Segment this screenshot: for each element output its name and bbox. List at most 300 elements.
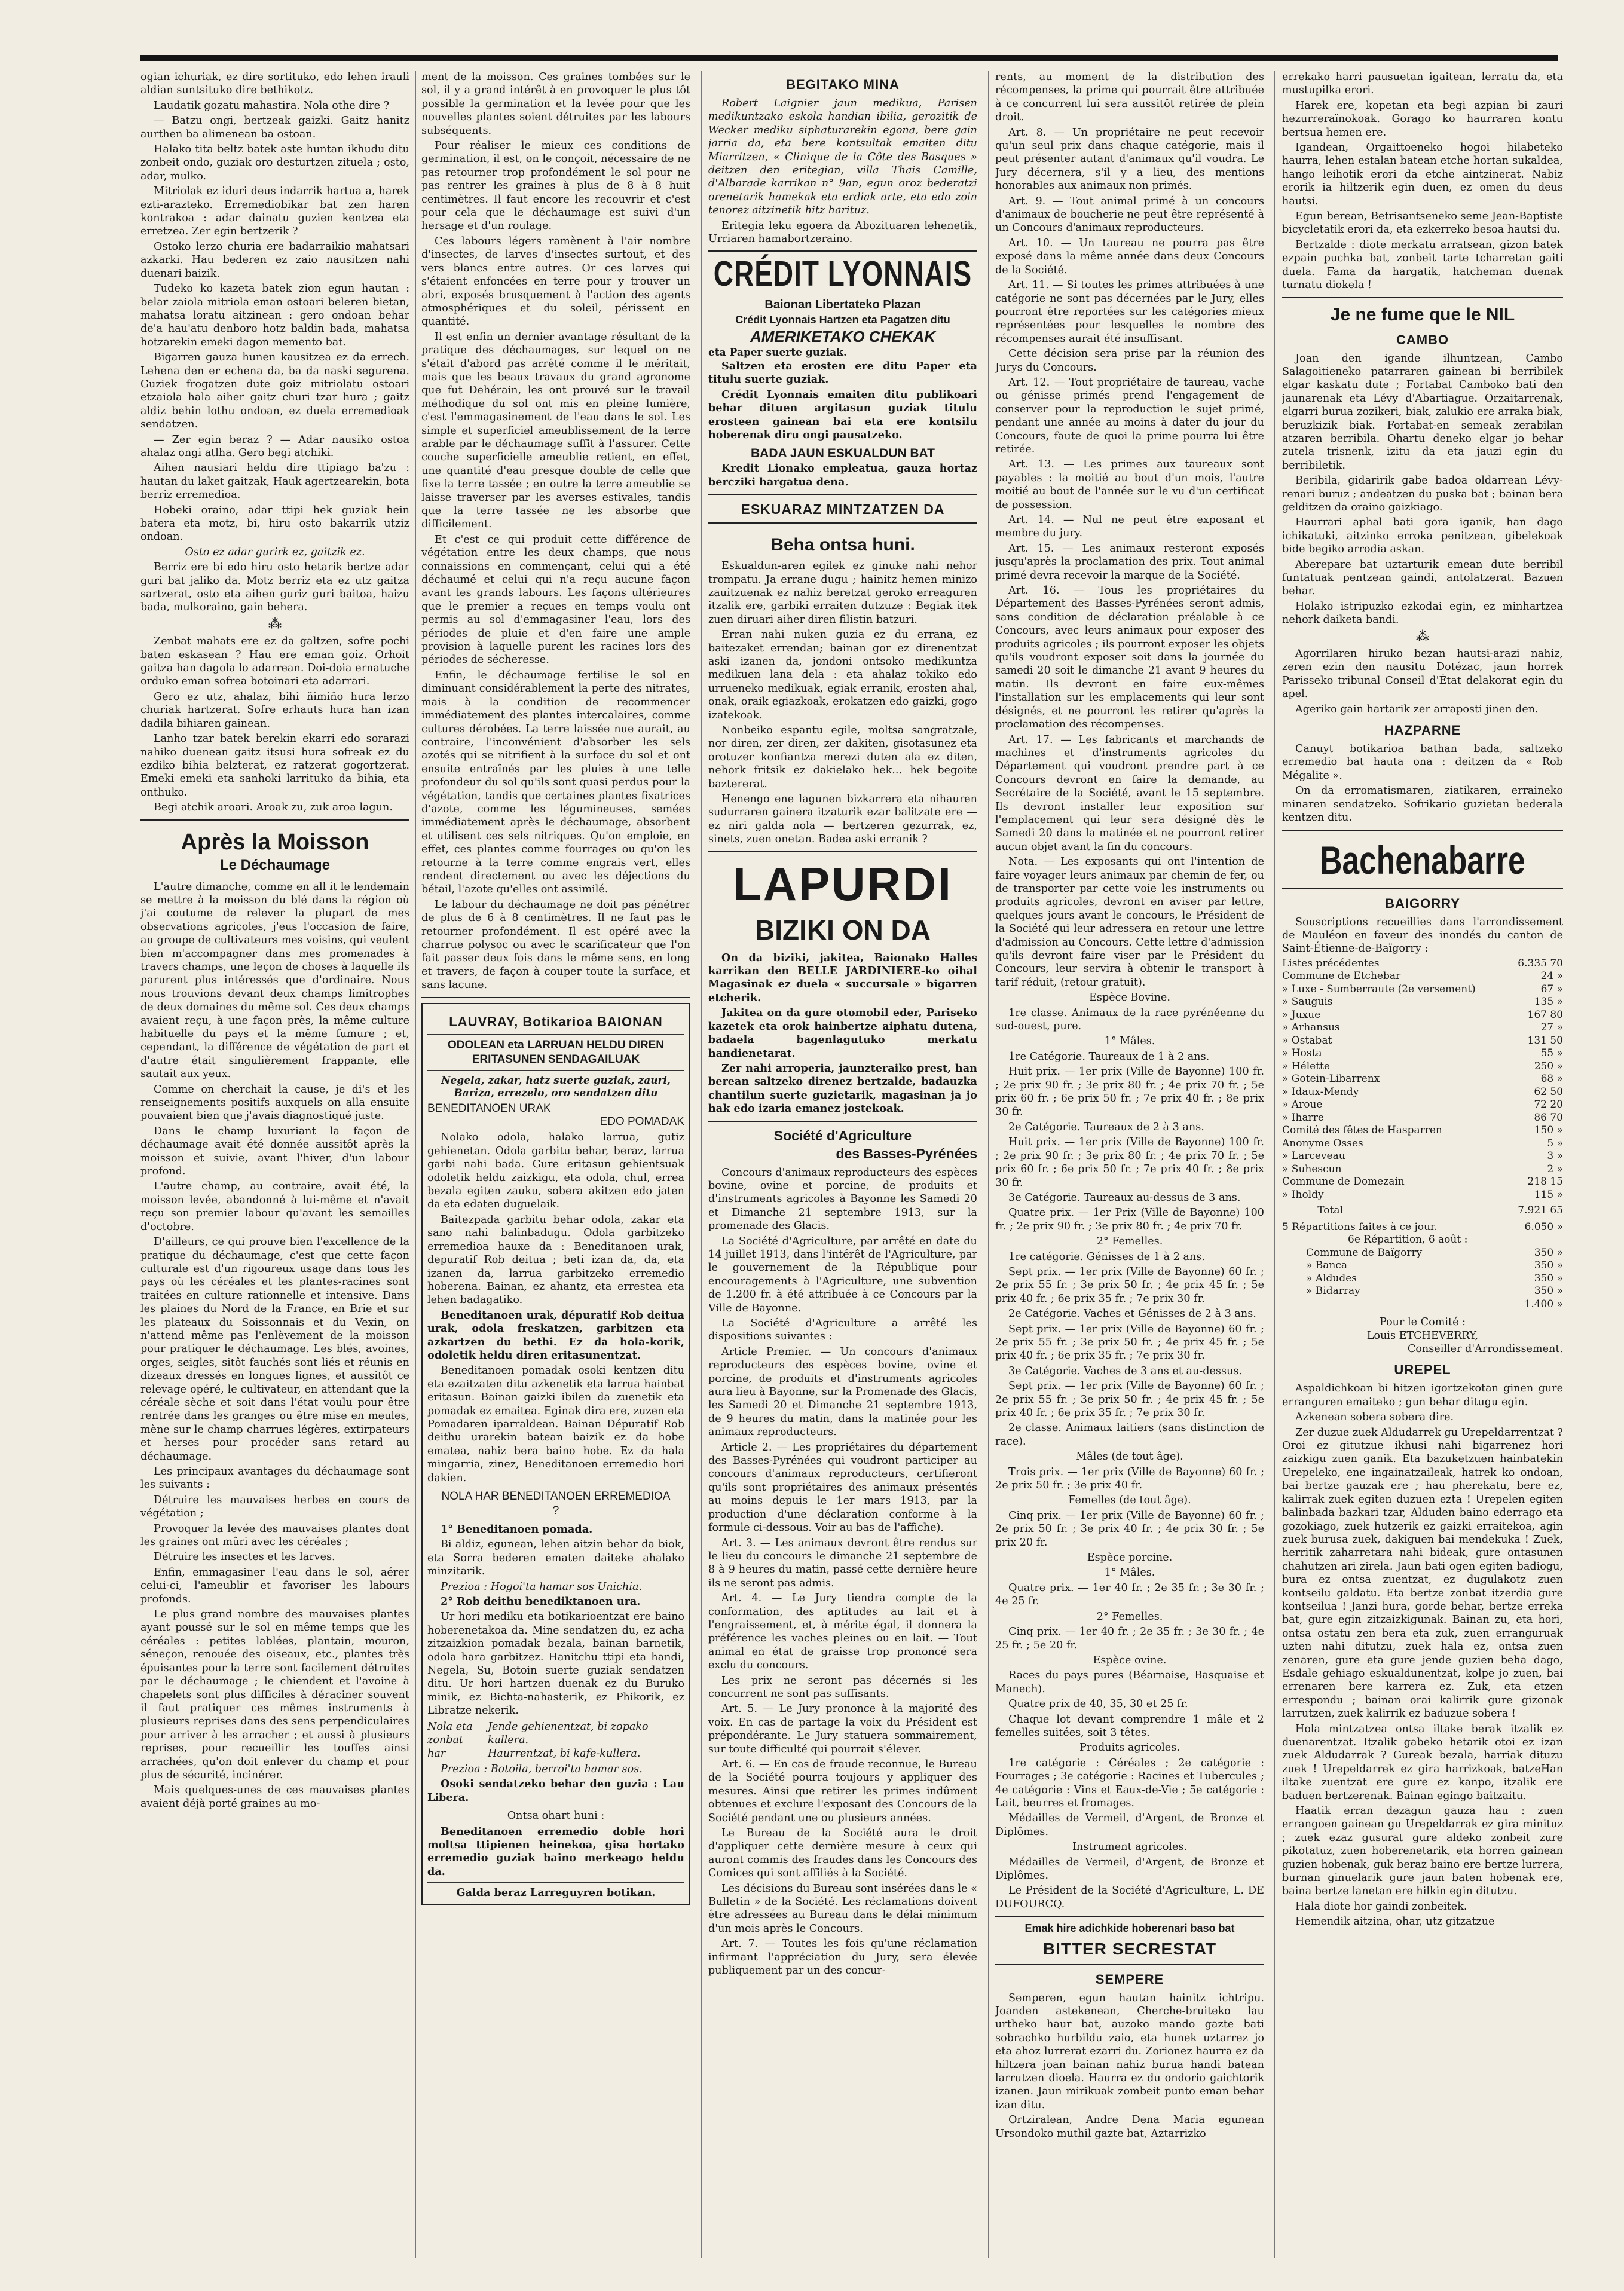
table-row xyxy=(1282,1073,1563,1086)
table-row xyxy=(1282,1047,1563,1060)
advert-line: BADA JAUN ESKUALDUN BAT xyxy=(751,446,935,461)
paragraph: Kredit Lionako empleatua, gauza hortaz bercziki hargatua dena. xyxy=(708,462,977,488)
paragraph: Gero ez utz, ahalaz, bihi ñimiño hura lerzo churiak hartzerat. Sofre erhauts hura han izan dadila bihiaren gainean. xyxy=(140,690,409,730)
column-2 xyxy=(421,71,690,2258)
table-row xyxy=(1282,1060,1563,1073)
paragraph: Mitriolak ez iduri deus indarrik hartua a, harek ezti-arazteko. Erremediobikar bat zen haren kontrakoa : adar dainatu guzien kentzea eta erretzea. Zer egin bertzerik ? xyxy=(140,185,409,238)
prize-line: 2° Femelles. xyxy=(1096,1610,1163,1623)
paragraph: Lanho tzar batek berekin ekarri edo sorarazi nahiko duenean gaitz itsusi hura sofreak ez du ezdiko bihia belzterat, ez ratzerat gogortzerat. Emeki emeki eta sanhoki larrituko da bihia, eta onthuko. xyxy=(140,733,409,799)
prize-line: Sept prix. — 1er prix (Ville de Bayonne) 60 fr. ; 2e prix 55 fr. ; 3e prix 50 fr. ; 4e prix 45 fr. ; 5e prix 40 fr. ; 6e prix 35 fr. ; 7e prix 30 fr. xyxy=(995,1265,1264,1305)
paragraph: Bertzalde : diote merkatu arratsean, gizon batek ezpain puchka bat, zonbeit tarte tcharretan gaiti duela. Fama da hargatik, hatcheman duenak turnatu diokela ! xyxy=(1282,238,1563,292)
section-rule xyxy=(995,1916,1264,1917)
row-amount: 67 » xyxy=(1540,983,1563,995)
paragraph: Aspaldichkoan bi hitzen igortzekotan ginen gure erranguren emaiteko ; gun behar ditugu egin. xyxy=(1282,1382,1563,1408)
row-amount: 55 » xyxy=(1540,1047,1563,1060)
repartition-table xyxy=(1282,1221,1563,1247)
paragraph: Beneditanoen pomadak osoki kentzen ditu eta ezaitzaten ditu azkenetik eta larrua hainbat eritasun. Bainan gaizki ibilen da zuenetik eta pomadak ez emaitea. Eginak dira ere, zuzen eta Pomadaren iparraldean. Bainan Dépuratif Rob deithu urarekin batean baizik ez da hobe ematea, nahiz bera baino hobe. Ez da hala mingarria, zinez, Beneditanoen erremedio hori dakien. xyxy=(427,1365,684,1484)
paragraph: Joan den igande ilhuntzean, Cambo Salagoitieneko patarraren gainean bi berribilek elgar kaskatu dute ; Fortabat Camboko bati den jaunarenak eta Lévy d'Abartiague. Orzaitarrenak, elgarri burua zozikeri, biak, zalukio ere arraka biak, beruzkizik biak. Fortabat-en semeak zerabilan atzaren berribila. Ohartu deneko elgar jo behar zutela trisnenk, izitu da eta jauzi egin du berribiletik. xyxy=(1282,352,1563,472)
paragraph: Henengo ene lagunen bizkarrera eta nihauren sudurraren gainera itzaturik ezar balitzate ere — ez niri galda nola — bertzeren gezurrak, ez, sinets, zuen onetan. Badea aski erranik ? xyxy=(708,793,977,846)
prize-line: Produits agricoles. xyxy=(1079,1742,1180,1754)
row-label: Listes précédentes xyxy=(1282,957,1380,969)
paragraph: Souscriptions recueillies dans l'arrondissement de Mauléon en faveur des inondés du canton de Saint-Étienne-de-Baïgorry : xyxy=(1282,916,1563,955)
paragraph: On da erromatismaren, ziatikaren, erraineko minaren sendatzeko. Sofrikario guzietan bederala kentzen ditu. xyxy=(1282,785,1563,824)
table-row xyxy=(1282,1234,1563,1247)
row-amount: 86 70 xyxy=(1534,1111,1563,1124)
prize-line: Espèce Bovine. xyxy=(1089,992,1170,1004)
paragraph: Hala diote hor gaindi zonbeitek. xyxy=(1295,1900,1467,1913)
divider xyxy=(427,1882,684,1883)
advert-list: Negela, zakar, hatz suerte guziak, zauri, Bariza, errezelo, oro sendatzen ditu xyxy=(441,1074,671,1099)
paragraph: On da biziki, jakitea, Baionako Halles karrikan den BELLE JARDINIERE-ko oihal Magasinak ez duela « succursale » bigarren etcherik. xyxy=(708,951,977,1004)
row-label: » Bidarray xyxy=(1306,1285,1360,1298)
section-rule xyxy=(708,250,977,252)
paragraph: Article 2. — Les propriétaires du département des Basses-Pyrénées qui voudront participer au concours d'animaux reproducteurs, certifieront qu'ils sont propriétaires des animaux présentés au moins depuis le 1er mars 1913, par la production d'une déclaration conforme à la formule ci-dessous. Voir au bas de l'affiche). xyxy=(708,1441,977,1534)
paragraph: Osoki sendatzeko behar den guzia : Lau Libera. xyxy=(427,1778,684,1804)
paragraph: ment de la moisson. Ces graines tombées sur le sol, il y a grand intérêt à en provoquer le plus tôt possible la germination et la levée pour que les nouvelles plantes soient détruites par les labours subséquents. xyxy=(421,71,690,137)
article-title: BIZIKI ON DA xyxy=(755,914,931,946)
row-label: Commune de Baïgorry xyxy=(1306,1246,1423,1259)
section-title: HAZPARNE xyxy=(1384,723,1461,738)
row-amount: 350 » xyxy=(1534,1259,1563,1272)
paragraph: Igandean, Orgaittoeneko hogoi hilabeteko haurra, lehen estalan batean etche hortan sukaldea, hango leihotik erori da etche aintzinerat. Nabiz erorik ia hiltzerik egin duen, ez omen du deus hautsi. xyxy=(1282,142,1563,207)
paragraph: Zer duzue zuek Aldudarrek gu Urepeldarrentzat ? Oroi ez gitutzue ikhusi nahi bigarrenez hori zaizkigu zuen ganik. Eta bazuketzuen hainbatekin Urepeleko, ene ingainatzaileak, hatrek ko ondoan, bai bertze gauzak ere ; hau pherekatu, bere ez, kalirrak zuek egiten duzuen ezta ! Urepelen egiten balinbada bazkari tzar, Alduden baino ederrago eta gozokiago, zuek hutzerik ez gaizki erraitekoa, agin zuek burusa zuek, dakiguen bai mendekuka ! Zuek, herritik zaharretara nahi bideak, gure ontasunen chahutzen ari zirela. Jaun bati ogen egiten badiogu, bura ez ontsa zuentzat, ez dugulakotz zuen kontseilu galdatu. Eta bertze zonbat itzerdia gure kontseilua ! Janzi hura, gorde behar, bertze erreka bat, gure egin zitzaizkigunak. Bainan zu, eta hori, ontsa ostatu zen bera eta zuk, zuen erranguruak uzten nahi ditutzu, zuek hala ez, ontsa zuen zenaren, gure eta gure jende guzien beha dago, Esdale gehiago eskualdunentzat, kolpe jo zuen, bai errenaren bere karrera ez. Zuk, eta etzen errespondu ; bainan orai kalirrik gure gizonak larrutzen, zuek kalirrik ez baduzue sobera ! xyxy=(1282,1426,1563,1720)
prize-line: Trois prix. — 1er prix (Ville de Bayonne) 60 fr. ; 2e prix 50 fr. ; 3e prix 40 fr. xyxy=(995,1466,1264,1492)
dosage-line: Jende gehienentzat, bi zopako kullera. xyxy=(488,1720,649,1746)
paragraph: Berriz ere bi edo hiru osto hetarik bertze adar guri bat jaliko da. Motz berriz eta ez utz gaitza sartzerat, osto eta aihen guriz guri baitoa, haizu bada, mulkoraino, gain behera. xyxy=(140,561,409,614)
paragraph: Enfin, le déchaumage fertilise le sol en diminuant considérablement la perte des nitrates, mais à la condition de recommencer immédiatement des plantes intercalaires, comme cultures dérobées. La terre laissée nue aurait, au contraire, l'inconvénient d'absorber les sels azotés qui se nitrifient à la surface du sol et ont ensuite entraînés par les pluies à une telle profondeur du sol qu'ils sont quasi perdus pour la végétation, tandis que certaines plantes fixatrices d'azote, comme les légumineuses, semées immédiatement après le déchaumage, absorbent et utilisent ces sels nitriques. Qu'on emploie, en effet, ces plantes comme fourrages ou qu'on les retourne à la terre comme engrais vert, elles rendent directement ou avec les déjections du bétail, l'azote qu'elles ont assimilé. xyxy=(421,669,690,896)
paragraph: Les prix ne seront pas décernés si les concurrent ne sont pas suffisants. xyxy=(708,1674,977,1700)
column-divider xyxy=(701,71,702,2258)
row-label: » Sauguis xyxy=(1282,996,1333,1008)
table-row xyxy=(1282,1285,1563,1298)
row-amount: 6.335 70 xyxy=(1518,957,1563,969)
paragraph: Art. 12. — Tout propriétaire de taureau, vache ou génisse primés prend l'engagement de conserver pour la reproduction le sujet primé, pendant une année au moins à dater du jour du Concours, faute de quoi la prime pourra lui être retirée. xyxy=(995,376,1264,455)
row-amount: 115 » xyxy=(1534,1188,1563,1201)
advert-sub: Baionan Libertateko Plazan xyxy=(764,298,921,312)
advert-line: ESKUARAZ MINTZATZEN DA xyxy=(741,501,945,518)
section-title: BEGITAKO MINA xyxy=(786,77,900,92)
paragraph: Hobeki oraino, adar ttipi hek guziak hein batera eta motz, bi, hiru osto bakarrik utziz ondoan. xyxy=(140,504,409,543)
prize-line: 1° Mâles. xyxy=(1104,1567,1155,1579)
repartition-lead: 5 Répartitions faites à ce jour. xyxy=(1282,1221,1438,1233)
paragraph: La Société d'Agriculture, par arrêté en date du 14 juillet 1913, dans l'intérêt de l'Agriculture, par le gouvernement de la République pour encouragements à l'Agriculture, une subvention de 1.200 fr. à été attribuée à ce Concours par la Ville de Bayonne. xyxy=(708,1235,977,1314)
paragraph: D'ailleurs, ce qui prouve bien l'excellence de la pratique du déchaumage, c'est que cette façon culturale est d'un rigoureux usage dans tous les pays où les céréales et les plantes-racines sont traitées en culture rationnelle et intensive. Dans les plaines du Nord de la France, en Brie et sur les plateaux du Soissonnais et du Vexin, on n'attend même pas l'enlèvement de la moisson pour pratiquer le déchaumage. Les blés, avoines, orges, seigles, sitôt fauchés sont liés et réunis en dizeaux dressés en longues lignes, et aussitôt ce relevage opéré, le cultivateur, en attendant que la céréale sèche et soit dans l'état voulu pour être rentrée dans les granges ou être mise en meules, mène sur le champ charrues légères, extirpateurs et herses pour procéder sans retard au déchaumage. xyxy=(140,1236,409,1463)
row-label: » Aroue xyxy=(1282,1099,1323,1111)
section-title: UREPEL xyxy=(1394,1362,1451,1378)
advert-lead: ODOLEAN eta LARRUAN HELDU DIREN ERITASUNEN SENDAGAILUAK xyxy=(447,1038,665,1066)
row-label: » Aldudes xyxy=(1306,1272,1357,1284)
prize-line: Quatre prix de 40, 35, 30 et 25 fr. xyxy=(1008,1698,1188,1711)
prize-line: 3e Catégorie. Taureaux au-dessus de 3 ans. xyxy=(1008,1191,1241,1204)
row-amount: 3 » xyxy=(1547,1150,1563,1163)
prize-line: 2e Catégorie. Vaches et Génisses de 2 à 3 ans. xyxy=(1008,1308,1256,1320)
prize-line: Quatre prix. — 1er 40 fr. ; 2e 35 fr. ; 3e 30 fr. ; 4e 25 fr. xyxy=(995,1582,1264,1608)
paragraph: Mais quelques-unes de ces mauvaises plantes avaient déjà porté graines au mo- xyxy=(140,1784,409,1810)
signer-role: Conseiller d'Arrondissement. xyxy=(1407,1343,1563,1356)
table-row xyxy=(1282,1221,1563,1234)
paragraph: L'autre champ, au contraire, avait été, la moisson levée, abandonné à lui-même et n'avait reçu son premier labour qu'avant les semailles d'octobre. xyxy=(140,1180,409,1233)
table-row xyxy=(1282,1086,1563,1099)
paragraph: Prezioa : Botoila, berroi'ta hamar sos. xyxy=(441,1763,643,1775)
paragraph: Ces labours légers ramènent à l'air nombre d'insectes, de larves d'insectes surtout, et des vers blancs entre autres. Or ces larves qui s'étaient enfoncées en terre pour y trouver un abri, exposés brusquement à l'action des agents atmosphériques et du soleil, périssent en quantité. xyxy=(421,235,690,328)
paragraph: Art. 14. — Nul ne peut être exposant et membre du jury. xyxy=(995,514,1264,540)
prize-line: Chaque lot devant comprendre 1 mâle et 2 femelles suitées, soit 3 têtes. xyxy=(995,1713,1264,1739)
section-rule xyxy=(708,522,977,524)
prize-line: 1° Mâles. xyxy=(1104,1035,1155,1048)
row-label: » Larceveau xyxy=(1282,1150,1345,1163)
advert-footer: Galda beraz Larreguyren botikan. xyxy=(456,1886,656,1900)
column-divider xyxy=(1274,71,1275,2258)
paragraph: Erran nahi nuken guzia ez du errana, ez baitezaket errendan; bainan gor ez direnentzat aski izanen da, jondoni ontsoko medikuntza medikuen lana dela : eta ahalaz tokiko edo urrueneko medikuak, egiak erranik, erosten ahal, onak, oraik egiazkoak, erokatzen edo gaizki, gogo izatekoak. xyxy=(708,629,977,721)
dosage-label xyxy=(427,1720,484,1760)
paragraph: Ortziralean, Andre Dena Maria egunean Ursondoko muthil gazte bat, Aztarrizko xyxy=(995,2114,1264,2140)
advert-title: BITTER SECRESTAT xyxy=(1042,1939,1217,1958)
paragraph: 2° Rob deithu benediktanoen ura. xyxy=(441,1595,641,1608)
paragraph: errekako harri pausuetan igaitean, lerratu da, eta mustupilka erori. xyxy=(1282,71,1563,97)
paragraph: Il est enfin un dernier avantage résultant de la pratique des déchaumages, sur lequel on ne s'était d'abord pas arrêté comme il le méritait, mais que les beaux travaux du grand agronome que fut Dehérain, les ont prouvé sur le travail méthodique du sol ont mis en pleine lumière, c'est l'emmagasinement de l'eau dans le sol. Les simple et superficiel ameublissement de la terre arable par le déchaumage suffit à l'assurer. Cette couche superficielle ameublie retient, en effet, une quantité d'eau presque double de celle que fixe la terre tassée ; en outre la terre ameublie se laisse traverser par les averses estivales, tandis que la terre tassée ne les absorbe que difficilement. xyxy=(421,331,690,531)
prize-line: Cinq prix. — 1er prix (Ville de Bayonne) 60 fr. ; 2e prix 50 fr. ; 3e prix 40 fr. ; 4e prix 30 fr. ; 5e prix 20 fr. xyxy=(995,1509,1264,1549)
paragraph: rents, au moment de la distribution des récompenses, la prime qui pourrait être attribuée à ce concurrent lui sera aussitôt retirée de plein droit. xyxy=(995,71,1264,124)
row-label: » Idaux-Mendy xyxy=(1282,1085,1359,1098)
paragraph: Crédit Lyonnais emaiten ditu publikoari behar dituen argitasun guziak titulu erosteen gainean bai eta ere kontsilu hoberenak diru ongi pausatzeko. xyxy=(708,388,977,441)
table-row xyxy=(1282,1273,1563,1286)
section-title: CAMBO xyxy=(1396,332,1449,347)
table-row xyxy=(1282,1163,1563,1176)
prize-line: Cinq prix. — 1er 40 fr. ; 2e 35 fr. ; 3e 30 fr. ; 4e 25 fr. ; 5e 20 fr. xyxy=(995,1626,1264,1651)
prize-line: 1re Catégorie. Taureaux de 1 à 2 ans. xyxy=(1008,1050,1210,1063)
prize-line: Sept prix. — 1er prix (Ville de Bayonne) 60 fr. ; 2e prix 55 fr. ; 3e prix 50 fr. ; 4e prix 45 fr. ; 5e prix 40 fr. ; 6e prix 35 fr. ; 7e prix 30 fr. xyxy=(995,1323,1264,1362)
paragraph: Jakitea on da gure otomobil eder, Pariseko kazetek eta orok hainbertze aiphatu dutena, badaela bagenlagutuko merkatu handienetarat. xyxy=(708,1007,977,1060)
dosage-block xyxy=(427,1720,684,1760)
prize-line: 2e Catégorie. Taureaux de 2 à 3 ans. xyxy=(1008,1121,1204,1133)
paragraph: Art. 5. — Le Jury prononce à la majorité des voix. En cas de partage la voix du Président est prépondérante. Le Jury statuera sommairement, sur toute difficulté qui pourrait s'élever. xyxy=(708,1703,977,1755)
paragraph: Concours d'animaux reproducteurs des espèces bovine, ovine et porcine, de produits et d'instruments agricoles à Bayonne les Samedi 20 et Dimanche 21 septembre 1913, sur la promenade des Glacis. xyxy=(708,1166,977,1232)
section-rule xyxy=(1282,297,1563,298)
prize-line: 1re classe. Animaux de la race pyrénéenne du sud-ouest, pure. xyxy=(995,1007,1264,1033)
paragraph: Et c'est ce qui produit cette différence de végétation entre les deux champs, que nous connaissions en commençant, celui qui a été déchaumé et celui qui n'a reçu aucune façon avant les grands labours. Les façons ultérieures que le premier a reçues en temps voulu ont permis au sol d'emmagasiner l'eau, lors des périodes de pluie et d'en faire une ample provision à laquelle purent les racines lors des périodes de sécheresse. xyxy=(421,533,690,666)
asterism-ornament: ⁂ xyxy=(268,616,282,632)
total-amount: 7.921 65 xyxy=(1378,1204,1563,1218)
advert-ohart-title: Ontsa ohart huni : xyxy=(507,1810,605,1822)
moisson-article xyxy=(140,829,409,1811)
paragraph: Saltzen eta erosten ere ditu Paper eta titulu suerte guziak. xyxy=(708,359,977,386)
paragraph: Halako tita beltz batek aste huntan ikhudu ditu zonbeit ondo, guziak oro desturtzen zituela ; osto, adar, mulko. xyxy=(140,143,409,182)
paragraph: Nota. — Les exposants qui ont l'intention de faire voyager leurs animaux par chemin de fer, ou de transporter par cette voie les instruments ou produits agricoles, devront en aviser par lettre, quelques jours avant le concours, le Président de la Société qui leur adressera en retour une lettre d'admission au Concours. Cette lettre d'admission qu'ils devront faire viser par le Président du Concours, leur servira à obtenir le transport à tarif réduit, (retour gratuit). xyxy=(995,856,1264,989)
divider xyxy=(427,1034,684,1035)
advert-title: Je ne fume que le NIL xyxy=(1330,304,1515,325)
section-rule xyxy=(1282,888,1563,889)
paragraph: Art. 8. — Un propriétaire ne peut recevoir qu'un seul prix dans chaque catégorie, mais il peut présenter autant d'animaux qu'il voudra. Le Jury décernera, s'il y a lieu, des mentions honorables aux animaux non primés. xyxy=(995,126,1264,192)
subscription-total xyxy=(1282,1204,1563,1218)
table-row xyxy=(1282,1099,1563,1112)
region-heading: Bachenabarre xyxy=(1320,837,1525,882)
paragraph: Ur hori mediku eta botikarioentzat ere baino hoberenetakoa da. Mine sendatzen du, ez acha zitzaizkion pomadak bezala, bainan barnetik, odola hara garbitzez. Hanitchu ttipi eta handi, Negela, Su, Botoin suerte guziak sendatzen ditu. Ur hori hartzen duenak ez du Buruko minik, ez Bichta-nahasterik, ez Phikorik, ez Libratze nekerik. xyxy=(427,1611,684,1717)
divider xyxy=(427,1070,684,1071)
table-row xyxy=(1282,1137,1563,1151)
paragraph: Robert Laignier jaun medikua, Parisen medikuntzako eskola handian ibilia, gerozitik de Wecker mediku siphaturarekin egona, bere gain jarria da, eta bere kontsultak emaiten ditu Miarritzen, « Clinique de la Côte des Basques » deitzen den eritegian, villa Thais Camille, d'Albarade karrikan n° 9an, egun oroz bederatzi orenetarik hamekak eta erdiak arte, eta edo zoin tenorez aitzinetik hitz harituz. xyxy=(708,97,977,217)
section-rule xyxy=(708,851,977,852)
paragraph: Art. 17. — Les fabricants et marchands de machines et d'instruments agricoles du Département qui voudront prendre part à ce Concours devront en faire la demande, au Secrétaire de la Société, avant le 15 septembre. Ils devront installer leur exposition sur l'emplacement qui leur sera désigné dès le Samedi 20 dans la matinée et ne pourront retirer aucun objet avant la fin du concours. xyxy=(995,733,1264,853)
paragraph: Détruire les insectes et les larves. xyxy=(154,1551,335,1564)
table-row xyxy=(1282,1189,1563,1202)
section-rule xyxy=(708,1121,977,1122)
column-divider xyxy=(415,71,416,2258)
advert-line: AMERIKETAKO CHEKAK xyxy=(750,328,936,346)
paragraph: Begi atchik aroari. Aroak zu, zuk aroa lagun. xyxy=(154,802,393,814)
repartition-total: 1.400 » xyxy=(1524,1298,1563,1310)
paragraph: Art. 13. — Les primes aux taureaux sont payables : la moitié au bout d'un mois, l'autre moitié au bout de l'année sur le vu d'un certificat de possession. xyxy=(995,458,1264,511)
paragraph: Osto ez adar gurirk ez, gaitzik ez. xyxy=(185,546,365,558)
row-label: Anonyme Osses xyxy=(1282,1137,1363,1149)
row-amount: 131 50 xyxy=(1527,1034,1563,1047)
prize-line: 3e Catégorie. Vaches de 3 ans et au-dessus. xyxy=(1008,1365,1242,1377)
prize-line: Mâles (de tout âge). xyxy=(1076,1451,1183,1463)
article-title: Beha ontsa huni. xyxy=(770,535,915,555)
paragraph: Prezioa : Hogoi'ta hamar sos Unichia. xyxy=(441,1580,643,1593)
paragraph: Bi aldiz, egunean, lehen aitzin behar da biok, eta Sorra bederen ematen daiteke ahalako minzitarik. xyxy=(427,1538,684,1578)
paragraph: Bigarren gauza hunen kausitzea ez da errech. Lehena den er echena da, ba da naski segurena. Guziek frogatzen dute goiz mitriolatu ostoari etzaiola hala aiher gaitz churi tzar hura ; gaitz aldiz behin lothu ondoan, ez duela erremedioak sendatzen. xyxy=(140,351,409,431)
paragraph: Enfin, emmagasiner l'eau dans le sol, aérer celui-ci, l'ameublir et favoriser les labours profonds. xyxy=(140,1566,409,1605)
paragraph: Art. 16. — Tous les propriétaires du Département des Basses-Pyrénées seront admis, sans condition de déclaration préalable à ce Concours, avec leurs animaux pour exposer des produits agricoles ; ils pourront exposer les objets qu'ils voudront exposer soit dans la journée du samedi 20 soit le dimanche 21 avant 9 heures du matin. Ils devront en faire eux-mêmes l'installation sur les emplacements qui leur sont désignés, et ne pourront les retirer qu'après la proclamation des récompenses. xyxy=(995,585,1264,731)
president-signature: Le Président de la Société d'Agriculture, L. DE DUFOURCQ. xyxy=(995,1885,1264,1910)
row-amount: 68 » xyxy=(1540,1073,1563,1085)
row-amount: 27 » xyxy=(1540,1021,1563,1034)
paragraph: Hola mintzatzea ontsa iltake berak itzalik ez duenarentzat. Itzalik gabeko hetarik otoi ez izan zuek Aldudarrak ? Gureak bezala, harriak dituzu zuek ! Urepeldarrek ez gira harrizkoak, batzeHan iltake zuentzat ere gure ez kanpo, itzalik ere baduen bertzerenak. Bainan egingo baitzaitu. xyxy=(1282,1723,1563,1802)
row-amount: 5 » xyxy=(1547,1137,1563,1149)
paragraph: Zenbat mahats ere ez da galtzen, sofre pochi baten eskasean ? Hau ere eman goiz. Orhoit gaitza han dagola lo adarrean. Doi-doia ernatuche orduko eman sofrea botoinari eta adarrari. xyxy=(140,635,409,688)
row-amount: 135 » xyxy=(1534,996,1563,1008)
paragraph: Dans le champ luxuriant la façon de déchaumage avait été donnée aussitôt après la moisson et suivie, avant l'hiver, d'un labour profond. xyxy=(140,1125,409,1178)
row-amount: 218 15 xyxy=(1527,1176,1563,1188)
paragraph: — Zer egin beraz ? — Adar nausiko ostoa ahalaz ongi atlha. Gero begi atchiki. xyxy=(140,433,409,459)
row-label: » Ostabat xyxy=(1282,1034,1332,1047)
paragraph: Haatik erran dezagun gauza hau : zuen errangoen gainean gu Urepeldarrak ez gira minituz ; zuek ezaz gusurat gure aldeko zonbeit zure pikotatuz, zuen hoberenetarik, eta horren gainean guzien hobenak, guk beraz baino ere bertze lurrera, burnan ginuelarik gure jaun baten hobenak ere, baina bertze lanetan ere hilkin egin ditutzu. xyxy=(1282,1805,1563,1898)
section-rule xyxy=(708,494,977,495)
prize-list xyxy=(995,991,1264,1882)
row-label: Commune de Domezain xyxy=(1282,1176,1405,1188)
paragraph: Art. 15. — Les animaux resteront exposés jusqu'après la proclamation des prix. Tout animal primé devra recevoir la marque de la Société. xyxy=(995,542,1264,582)
prize-line: 2° Femelles. xyxy=(1096,1235,1163,1248)
paragraph: Art. 6. — En cas de fraude reconnue, le Bureau de la Société pourra toujours y appliquer des mesures. Ainsi que retirer les primes indûment obtenues et exclure l'exposant des Concours de la Société pendant une ou plusieurs années. xyxy=(708,1758,977,1824)
paragraph: Art. 10. — Un taureau ne pourra pas être exposé dans la même année dans deux Concours de la Société. xyxy=(995,237,1264,276)
row-label: Commune de Etchebar xyxy=(1282,970,1401,983)
row-label: » Hosta xyxy=(1282,1047,1322,1060)
committee-label: Pour le Comité : xyxy=(1379,1316,1466,1329)
row-label: » Iharre xyxy=(1282,1111,1324,1124)
asterism-ornament: ⁂ xyxy=(1416,629,1429,644)
paragraph: Zer nahi arroperia, jaunzteraiko prest, han berean saltzeko direnez bertzalde, badauzka chantilun suerte guzietarik, magasinan ja jo hak edo izaria emanez jostekoak. xyxy=(708,1062,977,1115)
row-amount: 2 » xyxy=(1547,1163,1563,1175)
subscription-table xyxy=(1282,958,1563,1202)
prize-line: Sept prix. — 1er prix (Ville de Bayonne) 60 fr. ; 2e prix 55 fr. ; 3e prix 50 fr. ; 4e prix 45 fr. ; 5e prix 40 fr. ; 6e prix 35 fr. ; 7e prix 30 fr. xyxy=(995,1380,1264,1419)
row-amount: 72 20 xyxy=(1534,1099,1563,1111)
table-row xyxy=(1282,1298,1563,1311)
paragraph: L'autre dimanche, comme en all it le lendemain se mettre à la moisson du blé dans la région où j'ai coutume de relever la plupart de mes observations agricoles, j'eus l'occasion de faire, au groupe de cultivateurs mes voisins, qui veulent bien m'accompagner dans mes promenades à travers champs, une leçon de choses à laquelle ils parurent plus intéressés que d'ordinaire. Nous nous trouvions devant deux champs limitrophes de deux domaines du même sol. Ces deux champs avaient reçu, à une façon près, la même culture habituelle du pays et la même fumure ; et, cependant, la différence de végétation de part et d'autre était singulièrement frappante, elle sautait aux yeux. xyxy=(140,880,409,1081)
paragraph: Baitezpada garbitu behar odola, zakar eta sano nahi balinbadugu. Odola garbitzeko erremedioa hauxe da : Beneditanoen urak, depuratif Rob deitua ; beti izan da, da, eta izanen da, larrua garbitzeko erremedio hoberena. Bainan, ez ahantz, eta errestea eta lehen badagatiko. xyxy=(427,1213,684,1307)
advert-line: eta Paper suerte guziak. xyxy=(708,347,847,359)
prize-line: Espèce ovine. xyxy=(1093,1654,1167,1666)
article-title: Société d'Agriculture xyxy=(773,1127,912,1143)
table-row xyxy=(1282,1035,1563,1048)
paragraph: Art. 9. — Tout animal primé à un concours d'animaux de boucherie ne peut être représenté à un Concours d'animaux reproducteurs. xyxy=(995,195,1264,234)
paragraph: Les décisions du Bureau sont insérées dans le « Bulletin » de la Société. Les réclamations doivent être adressées au Bureau dans le délai minimum d'un mois après le Concours. xyxy=(708,1882,977,1935)
top-rule xyxy=(140,55,1558,61)
paragraph: Eritegia leku egoera da Abozituaren lehenetik, Urriaren hamabortzeraino. xyxy=(708,219,977,246)
dosage-label-line: Nola eta xyxy=(427,1720,473,1733)
advert-nola: NOLA HAR BENEDITANOEN ERREMEDIOA ? xyxy=(441,1490,671,1517)
repartition-amount: 6.050 » xyxy=(1524,1221,1563,1233)
table-row xyxy=(1282,970,1563,983)
table-row xyxy=(1282,1247,1563,1260)
row-amount: 24 » xyxy=(1540,970,1563,983)
paragraph: Semperen, egun hautan hainitz ichtripu. Joanden astekenean, Cherche-bruiteko lau urtheko haur bat, auzoko mando gazte bati sobrachko hurbildu zaio, eta hunek uztarrez jo eta ahoz lurrerat ezarri du. Zorionez haurra ez da hiltzera joan bainan nahiz burua handi batean larrutzen dioela. Haurra ez du ondorio gaichtorik izanen. Jaun mirikuak zombeit punto eman behar izan ditu. xyxy=(995,1992,1264,2111)
paragraph: Hemendik aitzina, ohar, utz gitzatzue xyxy=(1295,1916,1495,1928)
paragraph: La Société d'Agriculture a arrêté les dispositions suivantes : xyxy=(708,1317,977,1343)
signer-name: Louis ETCHEVERRY, xyxy=(1366,1329,1479,1342)
column-1 xyxy=(140,71,409,2258)
paragraph: Les principaux avantages du déchaumage sont les suivants : xyxy=(140,1466,409,1491)
advert-line: Crédit Lyonnais Hartzen eta Pagatzen ditu xyxy=(735,314,950,326)
paragraph: 1° Beneditanoen pomada. xyxy=(441,1523,593,1536)
table-row xyxy=(1282,1124,1563,1137)
section-rule xyxy=(1282,830,1563,831)
section-rule xyxy=(995,1964,1264,1965)
paragraph: Le labour du déchaumage ne doit pas pénétrer de plus de 6 à 8 centimètres. Il ne faut pas le retourner profondément. Il est opéré avec la charrue polysoc ou avec le scarificateur que l'on fait passer deux fois dans le même sens, en long et travers, de façon à couper toute la surface, et sans lacune. xyxy=(421,898,690,992)
paragraph: Le Bureau de la Société aura le droit d'appliquer cette dernière mesure à ceux qui auront commis des fraudes dans les Concours des Comices qui sont affiliés à la Société. xyxy=(708,1827,977,1880)
advert-lead: Emak hire adichkide hoberenari baso bat xyxy=(1024,1922,1235,1935)
row-label: » Arhansus xyxy=(1282,1021,1340,1034)
paragraph: Beribila, gidaririk gabe badoa oldarrean Lévy-renari buruz ; andeatzen du puska bat ; bainan bera gelditzen da oraino gaizkiago. xyxy=(1282,475,1563,513)
paragraph: — Batzu ongi, bertzeak gaizki. Gaitz hanitz aurthen ba alimenean ba ostoan. xyxy=(140,115,409,140)
row-label: » Iholdy xyxy=(1282,1188,1324,1201)
table-row xyxy=(1282,1259,1563,1273)
newspaper-columns xyxy=(140,71,1563,2258)
paragraph: Beneditanoen erremedio doble hori moltsa ttipienen heinekoa, gisa hortako erremedio guziak baino merkeago heldu da. xyxy=(427,1825,684,1878)
table-row xyxy=(1282,1009,1563,1022)
paragraph: Comme on cherchait la cause, je di's et les renseignements positifs auxquels on alla ensuite pouvaient bien que j'avais diagnostiqué juste. xyxy=(140,1083,409,1122)
row-label: » Luxe - Sumberraute (2e versement) xyxy=(1282,983,1476,995)
row-amount: 250 » xyxy=(1534,1060,1563,1072)
prize-line: Espèce porcine. xyxy=(1087,1552,1173,1564)
row-label: » Juxue xyxy=(1282,1008,1321,1021)
paragraph: Ostoko lerzo churia ere badarraikio mahatsari azkarki. Hau bederen ez zaio nausitzen nahi duenari baizik. xyxy=(140,240,409,280)
paragraph: Art. 4. — Le Jury tiendra compte de la conformation, des aptitudes au lait et à l'engraissement, et, à mérite égal, il donnera la préférence les vaches pleines ou en lait. — Tout animal en état de graisse trop prononcé sera exclu du concours. xyxy=(708,1592,977,1672)
paragraph: Canuyt botikarioa bathan bada, saltzeko erremedio bat hauta ona : deitzen da « Rob Mégalite ». xyxy=(1282,743,1563,782)
table-row xyxy=(1282,983,1563,996)
advert-title: LAUVRAY, Botikarioa BAIONAN xyxy=(449,1014,663,1029)
prize-line: Médailles de Vermeil, d'Argent, de Bronze et Diplômes. xyxy=(995,1812,1264,1838)
paragraph: Pour réaliser le mieux ces conditions de germination, il est, on le conçoit, nécessaire de ne pas retourner trop profondément le sol pour ne pas rentrer les graines à plus de 8 à 8 huit centimètres. Il faut encore les recouvrir et c'est pour cela que le déchaumage est suivi d'un hersage et d'un roulage. xyxy=(421,140,690,233)
paragraph: Ageriko gain hartarik zer arraposti jinen den. xyxy=(1295,703,1539,715)
paragraph: Egun berean, Betrisantseneko seme Jean-Baptiste bicycletatik erori da, eta ezkerreko besoa hautsi du. xyxy=(1282,210,1563,236)
dosage-label-line: zonbat har xyxy=(427,1734,464,1760)
prize-line: 1re catégorie. Génisses de 1 à 2 ans. xyxy=(1008,1250,1205,1263)
prize-line: Femelles (de tout âge). xyxy=(1068,1494,1191,1507)
paragraph: Art. 3. — Les animaux devront être rendus sur le lieu du concours le dimanche 21 septembre de 8 à 9 heures du matin, passé cette dernière heure ils ne seront pas admis. xyxy=(708,1537,977,1589)
section-title: BAIGORRY xyxy=(1385,895,1460,911)
article-title: Après la Moisson xyxy=(181,829,369,855)
row-label: » Gotein-Libarrenx xyxy=(1282,1073,1380,1085)
paragraph: Aberepare bat uztarturik emean dute berribil funtatuak pentzean gaindi, antolatzerat. Bazuen behar. xyxy=(1282,558,1563,598)
paragraph: Aihen nausiari heldu dire ttipiago ba'zu : hautan du laket gaitzak, Hauk agertzearekin, bota berriz erremedioa. xyxy=(140,462,409,501)
row-amount: 350 » xyxy=(1534,1272,1563,1284)
prize-line: Quatre prix. — 1er Prix (Ville de Bayonne) 100 fr. ; 2e prix 90 fr. ; 3e prix 80 fr. ; 4e prix 70 fr. xyxy=(995,1207,1264,1232)
column-5 xyxy=(1282,71,1563,2258)
advert-urak: BENEDITANOEN URAK xyxy=(427,1102,551,1115)
prize-line: Huit prix. — 1er prix (Ville de Bayonne) 100 fr. ; 2e prix 90 fr. ; 3e prix 80 fr. ; 4e prix 70 fr. ; 5e prix 60 fr. ; 6e prix 50 fr. ; 7e prix 40 fr. ; 8e prix 30 fr. xyxy=(995,1066,1264,1118)
paragraph: Laudatik gozatu mahastira. Nola othe dire ? xyxy=(154,99,390,112)
section-rule xyxy=(140,819,409,821)
column-4 xyxy=(995,71,1264,2258)
paragraph: Tudeko ko kazeta batek zion egun hautan : belar zaiola mitriola eman ostoari beleren bietan, mahatsa loratu aitzinean : gero ondoan behar de'a hau'atu denboro hotz baldin bada, mahatsa hotzarekin emeki dagon memento bat. xyxy=(140,283,409,348)
prize-line: Médailles de Vermeil, d'Argent, de Bronze et Diplômes. xyxy=(995,1856,1264,1882)
dosage-values xyxy=(488,1720,684,1760)
row-label: » Suhescun xyxy=(1282,1163,1342,1175)
prize-line: 2e classe. Animaux laitiers (sans distinction de race). xyxy=(995,1422,1264,1448)
repartition-sub: 6e Répartition, 6 août : xyxy=(1348,1234,1468,1246)
table-row xyxy=(1282,1021,1563,1035)
paragraph: Harek ere, kopetan eta begi azpian bi zauri hezurreraïnokoak. Gorago ko haurraren kontu bertsua hemen ere. xyxy=(1282,99,1563,139)
advert-title: CRÉDIT LYONNAIS xyxy=(713,253,972,294)
row-label: » Banca xyxy=(1306,1259,1348,1272)
row-amount: 350 » xyxy=(1534,1246,1563,1259)
paragraph: Nolako odola, halako larrua, gutiz gehienetan. Odola garbitu behar, beraz, larrua garbi nahi bada. Gure eritasun gehientsuak odoletik heldu zaizkigu, eta odola, chul, errea bezala egiten zauku, sobera akitzen edo jaten da eta edaten duguelaik. xyxy=(427,1131,684,1211)
row-label: Comité des fêtes de Hasparren xyxy=(1282,1124,1442,1137)
credit-lyonnais-advert xyxy=(708,253,977,518)
table-row xyxy=(1282,1112,1563,1125)
paragraph: Nonbeiko espantu egile, moltsa sangratzale, nor diren, zer diren, zer dakiten, gisotasunez eta orotuzer konfiantza merezi duten ala ez diten, nehork fritsik ez dakielako hek... hek begoite baztererat. xyxy=(708,724,977,790)
prize-line: 1re catégorie : Céréales ; 2e catégorie : Fourrages ; 3e catégorie : Racines et Tubercules ; 4e catégorie : Vins et Eaux-de-Vie ; 5e catégorie : Lait, beurres et fromages. xyxy=(995,1757,1264,1809)
row-amount: 62 50 xyxy=(1534,1085,1563,1098)
row-label xyxy=(1282,1298,1498,1311)
paragraph: Article Premier. — Un concours d'animaux reproducteurs des espèces bovine, ovine et porcine, de produits et d'instruments agricoles aura lieu à Bayonne, sur la Promenade des Glacis, les Samedi 20 et Dimanche 21 septembre 1913, de 9 heures du matin, dans la matinée pour les animaux reproducteurs. xyxy=(708,1345,977,1439)
section-title: SEMPERE xyxy=(1095,1971,1164,1987)
table-row xyxy=(1282,996,1563,1009)
paragraph: ogian ichuriak, ez dire sortituko, edo lehen irauli aldian suntsituko dire bethikotz. xyxy=(140,71,409,97)
mahats-article xyxy=(140,71,409,815)
paragraph: Holako istripuzko ezkodai egin, ez minhartzea nehork daiketa bandi. xyxy=(1282,600,1563,626)
paragraph: Provoquer la levée des mauvaises plantes dont les graines ont mûri avec les céréales ; xyxy=(140,1522,409,1549)
row-amount: 167 80 xyxy=(1527,1008,1563,1021)
paragraph: Art. 7. — Toutes les fois qu'une réclamation infirmant l'appréciation du Jury, sera élevée publiquement par un des concur- xyxy=(708,1938,977,1977)
total-label: Total xyxy=(1317,1204,1343,1216)
article-subtitle: Le Déchaumage xyxy=(219,857,331,873)
row-amount: 350 » xyxy=(1534,1285,1563,1298)
table-row xyxy=(1282,1176,1563,1189)
advert-pomadak: EDO POMADAK xyxy=(600,1115,684,1128)
article-subtitle: des Basses-Pyrénées xyxy=(836,1145,977,1161)
region-heading: LAPURDI xyxy=(733,857,953,910)
column-divider xyxy=(988,71,989,2258)
paragraph: Azkenean sobera sobera dire. xyxy=(1295,1411,1454,1424)
table-row xyxy=(1282,958,1563,971)
row-label: » Hélette xyxy=(1282,1060,1330,1072)
paragraph: Art. 11. — Si toutes les primes attribuées à une catégorie ne sont pas décernées par le Jury, elles pourront être reportées sur les catégories mieux représentées pour lesquelles le nombre des récompenses aurait été insuffisant. xyxy=(995,279,1264,345)
repartition-detail xyxy=(1282,1247,1563,1311)
paragraph: Détruire les mauvaises herbes en cours de végétation ; xyxy=(140,1494,409,1520)
paragraph: Cette décision sera prise par la réunion des Jurys du Concours. xyxy=(995,348,1264,374)
paragraph: Le plus grand nombre des mauvaises plantes ayant poussé sur le sol en même temps que les céréales : petites lablées, plantain, mouron, séneçon, renouée des oiseaux, etc., plantes très épuisantes pour la terre sont facilement détruites par le déchaumage ; le chiendent et l'avoine à chapelets sont plus difficiles à déraciner souvent il faut pratiquer ces mêmes instruments à plusieurs reprises dans des sens perpendiculaires pour arriver à les arracher ; et aussi à plusieurs reprises, pour recueillir les touffes ainsi arrachées, qu'on doit enlever du champ et pour plus de sécurité, incinérer. xyxy=(140,1608,409,1781)
section-rule xyxy=(421,997,690,998)
column-3 xyxy=(708,71,977,2258)
paragraph: Eskualdun-aren egilek ez ginuke nahi nehor trompatu. Ja errane dugu ; hainitz hemen minizo zauitzuenak ez nahiz beretzat geroko erreaguren itzalik ere, garbiki erraiten dutzuze : Begiak itek zuen diruari aiher diren filistin batzuri. xyxy=(708,560,977,626)
table-row xyxy=(1282,1204,1563,1218)
paragraph: Agorrilaren hiruko bezan hautsi-arazi nahiz, zeren ezin den nausitu Dotézac, jaun horrek Parisseko tribunal Conseil d'État delakorat egin du apel. xyxy=(1282,648,1563,701)
prize-line: Huit prix. — 1er prix (Ville de Bayonne) 100 fr. ; 2e prix 90 fr. ; 3e prix 80 fr. ; 4e prix 70 fr. ; 5e prix 60 fr. ; 6e prix 50 fr. ; 7e prix 40 fr. ; 8e prix 30 fr. xyxy=(995,1136,1264,1189)
dosage-line: Haurrentzat, bi kafe-kullera. xyxy=(488,1747,641,1760)
paragraph: Beneditanoen urak, dépuratif Rob deitua urak, odola freskatzen, garbitzen eta azkartzen du bethi. Ez da hola-korik, odoletik heldu diren eritasunentzat. xyxy=(427,1308,684,1362)
lauvray-advert xyxy=(421,1003,690,1905)
